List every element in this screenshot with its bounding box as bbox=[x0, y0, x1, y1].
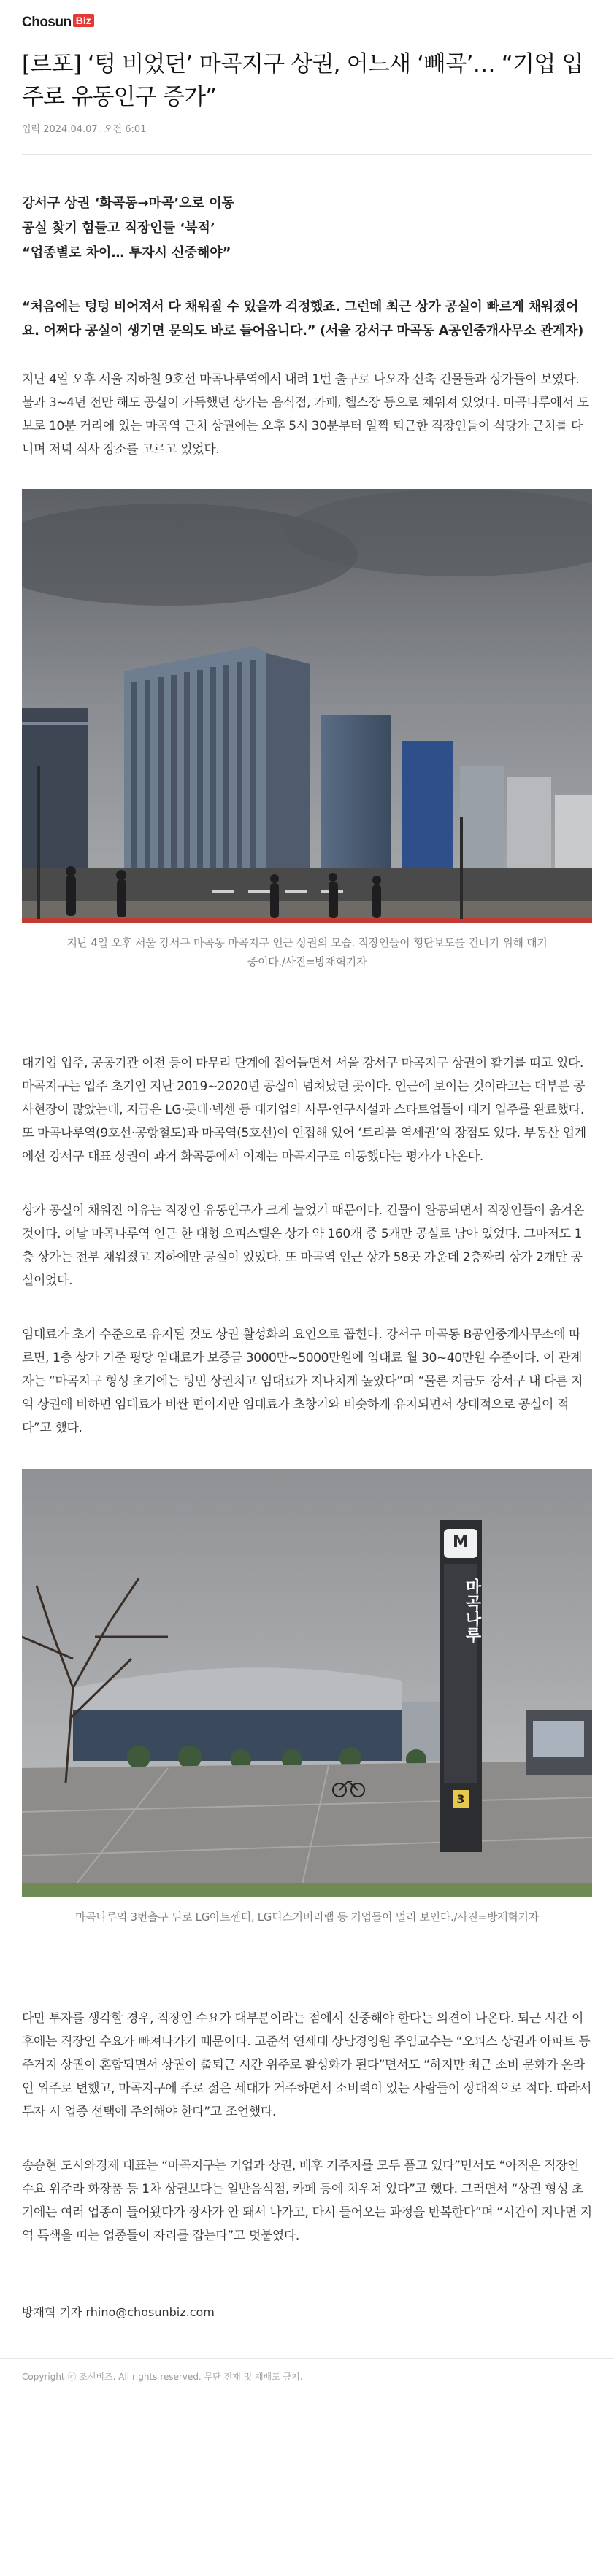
logo-sub-badge: Biz bbox=[73, 14, 94, 27]
street-photo-graphic bbox=[22, 489, 592, 923]
paragraph: 지난 4일 오후 서울 지하철 9호선 마곡나루역에서 내려 1번 출구로 나오자 신축 건물들과 상가들이 보였다. 불과 3~4년 전만 해도 공실이 가득했던 상가는 음식점, 카페, 헬스장 등으로 채워져 있었다. 마곡나루에서 도보로 10분 거리에 있는 마곡역 근처 상권에는 오후 5시 30분부터 일찍 퇴근한 직장인들이 식당가 근처를 다니며 저녁 식사 장소를 고르고 있었다. bbox=[22, 372, 589, 457]
paragraph: 대기업 입주, 공공기관 이전 등이 마무리 단계에 접어들면서 서울 강서구 마곡지구 상권이 활기를 띠고 있다. 마곡지구는 입주 초기인 지난 2019~2020년 공실이 넘쳐났던 곳이다. 인근에 보이는 것이라고는 대부분 공사현장이 많았는데, 지금은 LG·롯데·넥센 등 대기업의 사무·연구시설과 스타트업들이 대거 입주를 완료했다. 또 마곡나루역(9호선·공항철도)과 마곡역(5호선)이 인접해 있어 ‘트리플 역세권’의 장점도 있다. 부동산 업계에선 강서구 대표 상권이 과거 화곡동에서 이제는 마곡지구로 이동했다는 평가가 나온다. bbox=[22, 1056, 586, 1164]
photo-caption-1: 지난 4일 오후 서울 강서구 마곡동 마곡지구 인근 상권의 모습. 직장인들이 횡단보도를 건너기 위해 대기중이다./사진=방재혁기자 bbox=[66, 936, 548, 968]
photo-figure-1 bbox=[22, 489, 592, 971]
station-sign-top: M bbox=[453, 1533, 469, 1551]
article-summary bbox=[22, 191, 592, 266]
article-body bbox=[0, 191, 614, 2320]
reporter-byline: 방재혁 기자 rhino@chosunbiz.com bbox=[22, 2305, 215, 2319]
summary-line: “업종별로 차이… 투자시 신중해야” bbox=[22, 245, 231, 261]
station-exit-number: 3 bbox=[456, 1792, 465, 1806]
title-block bbox=[0, 48, 614, 135]
publish-date: 입력 2024.04.07. 오전 6:01 bbox=[22, 124, 147, 135]
copyright-footer: Copyright ⓒ 조선비즈. All rights reserved. 무단 전재 및 재배포 금지. bbox=[22, 2372, 303, 2382]
paragraph: 송승현 도시와경제 대표는 “마곡지구는 기업과 상권, 배후 거주지를 모두 품고 있다”면서도 “아직은 직장인 수요 위주라 화장품 등 1차 상권보다는 일반음식점, 카페 등에 치우쳐 있다”고 했다. 그러면서 “상권 형성 초기에는 여러 업종이 들어왔다가 장사가 안 돼서 나가고, 다시 들어오는 과정을 반복한다”며 “시간이 지나면 지역 특색을 띠는 업종들이 자리를 잡는다”고 덧붙였다. bbox=[22, 2159, 592, 2243]
photo-caption-2: 마곡나루역 3번출구 뒤로 LG아트센터, LG디스커버리랩 등 기업들이 멀리 보인다./사진=방재혁기자 bbox=[75, 1910, 539, 1924]
plaza-photo bbox=[22, 1469, 592, 1897]
station-sign-name: 마곡나루 bbox=[463, 1578, 481, 1643]
site-header bbox=[0, 0, 614, 48]
logo-main-text: Chosun bbox=[22, 15, 72, 30]
photo-figure-2 bbox=[22, 1469, 592, 1927]
paragraph: 임대료가 초기 수준으로 유지된 것도 상권 활성화의 요인으로 꼽힌다. 강서구 마곡동 B공인중개사무소에 따르면, 1층 상가 기준 평당 임대료가 보증금 3000만~5000만원에 임대료 월 30~40만원 수준이다. 이 관계자는 “마곡지구 형성 초기에는 텅빈 상권치고 임대료가 지나치게 높았다”며 “물론 지금도 강서구 내 다른 지역 상권에 비하면 임대료가 비싼 편이지만 임대료가 초창기와 비슷하게 유지되면서 상대적으로 공실이 적다”고 했다. bbox=[22, 1327, 583, 1435]
paragraph: 상가 공실이 채워진 이유는 직장인 유동인구가 크게 늘었기 때문이다. 건물이 완공되면서 직장인들이 옮겨온 것이다. 이날 마곡나루역 인근 한 대형 오피스텔은 상가 약 160개 중 5개만 공실로 남아 있었다. 그마저도 1층 상가는 전부 채워졌고 지하에만 공실이 있었다. 또 마곡역 인근 상가 58곳 가운데 2층짜리 상가 2개만 공실이었다. bbox=[22, 1203, 585, 1288]
summary-line: 강서구 상권 ‘화곡동→마곡’으로 이동 bbox=[22, 196, 234, 211]
plaza-photo-graphic bbox=[22, 1469, 592, 1897]
title-divider bbox=[22, 154, 592, 155]
site-logo[interactable] bbox=[22, 15, 94, 31]
summary-line: 공실 찾기 힘들고 직장인들 ‘북적’ bbox=[22, 220, 215, 236]
article-title: [르포] ‘텅 비었던’ 마곡지구 상권, 어느새 ‘빼곡’… “기업 입주로 유동인구 증가” bbox=[22, 51, 583, 110]
lead-quote: “처음에는 텅텅 비어져서 다 채워질 수 있을까 걱정했죠. 그런데 최근 상가 공실이 빠르게 채워졌어요. 어쩌다 공실이 생기면 문의도 바로 들어옵니다.” (서울 강서구 마곡동 A공인중개사무소 관계자) bbox=[22, 299, 584, 339]
paragraph: 다만 투자를 생각할 경우, 직장인 수요가 대부분이라는 점에서 신중해야 한다는 의견이 나온다. 퇴근 시간 이후에는 직장인 수요가 빠져나가기 때문이다. 고준석 연세대 상남경영원 주임교수는 “오피스 상권과 아파트 등 주거지 상권이 혼합되면서 상권이 출퇴근 시간 위주로 활성화가 된다”면서도 “하지만 최근 소비 문화가 온라인 위주로 변했고, 마곡지구에 주로 젊은 세대가 거주하면서 소비력이 있는 사람들이 상대적으로 적다. 따라서 투자 시 업종 선택에 주의해야 한다”고 조언했다. bbox=[22, 2011, 592, 2119]
street-photo bbox=[22, 489, 592, 923]
